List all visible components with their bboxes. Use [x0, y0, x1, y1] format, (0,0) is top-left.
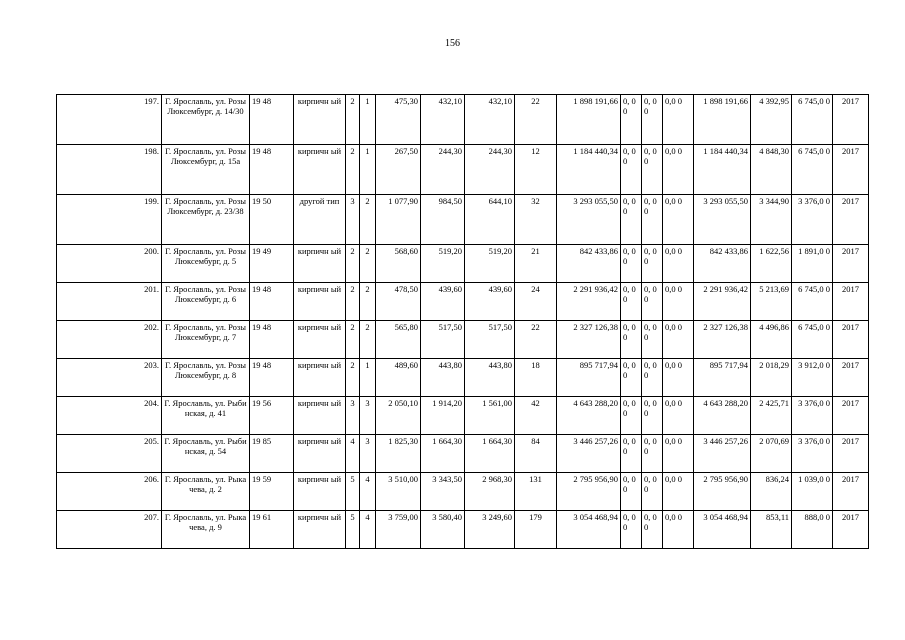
unit-cost-cell: 5 213,69 [751, 283, 792, 321]
address-cell: Г. Ярославль, ул. Розы Люксембург, д. 15а [162, 145, 250, 195]
residential-area-cell: 432,10 [465, 95, 515, 145]
funding-cell-2: 0, 0 0 [642, 511, 663, 549]
funding-cell-2: 0, 0 0 [642, 95, 663, 145]
max-unit-cost-cell: 3 376,0 0 [792, 195, 833, 245]
unit-cost-cell: 836,24 [751, 473, 792, 511]
funding-cell-3: 0,0 0 [663, 283, 694, 321]
wall-material-cell: кирпичн ый [294, 283, 346, 321]
max-unit-cost-cell: 3 912,0 0 [792, 359, 833, 397]
funding-cell-1: 0, 0 0 [621, 245, 642, 283]
address-cell: Г. Ярославль, ул. Розы Люксембург, д. 5 [162, 245, 250, 283]
plan-year-cell: 2017 [833, 359, 869, 397]
residents-cell: 84 [515, 435, 557, 473]
max-unit-cost-cell: 6 745,0 0 [792, 283, 833, 321]
funding-cell-2: 0, 0 0 [642, 195, 663, 245]
premises-area-cell: 1 664,30 [421, 435, 465, 473]
built-year-cell: 19 59 [250, 473, 294, 511]
wall-material-cell: кирпичн ый [294, 435, 346, 473]
funding-cell-1: 0, 0 0 [621, 283, 642, 321]
unit-cost-cell: 2 425,71 [751, 397, 792, 435]
repair-cost-cell: 842 433,86 [557, 245, 621, 283]
table-row [57, 473, 869, 511]
plan-year-cell: 2017 [833, 397, 869, 435]
residential-area-cell: 644,10 [465, 195, 515, 245]
residents-cell: 42 [515, 397, 557, 435]
repair-cost-cell: 3 054 468,94 [557, 511, 621, 549]
table-row [57, 511, 869, 549]
funding-cell-1: 0, 0 0 [621, 95, 642, 145]
unit-cost-cell: 4 496,86 [751, 321, 792, 359]
funding-cell-2: 0, 0 0 [642, 435, 663, 473]
row-number: 205. [57, 435, 162, 473]
unit-cost-cell: 3 344,90 [751, 195, 792, 245]
entrances-cell: 2 [360, 245, 376, 283]
premises-area-cell: 439,60 [421, 283, 465, 321]
premises-area-cell: 3 343,50 [421, 473, 465, 511]
max-unit-cost-cell: 1 039,0 0 [792, 473, 833, 511]
repair-cost-cell: 3 446 257,26 [557, 435, 621, 473]
residents-cell: 131 [515, 473, 557, 511]
plan-year-cell: 2017 [833, 195, 869, 245]
entrances-cell: 1 [360, 145, 376, 195]
entrances-cell: 3 [360, 435, 376, 473]
table-row [57, 245, 869, 283]
row-number: 202. [57, 321, 162, 359]
max-unit-cost-cell: 6 745,0 0 [792, 95, 833, 145]
funding-cell-3: 0,0 0 [663, 95, 694, 145]
funding-cell-2: 0, 0 0 [642, 145, 663, 195]
entrances-cell: 2 [360, 283, 376, 321]
total-area-cell: 475,30 [376, 95, 421, 145]
owners-funds-cell: 2 327 126,38 [694, 321, 751, 359]
address-cell: Г. Ярославль, ул. Розы Люксембург, д. 8 [162, 359, 250, 397]
total-area-cell: 489,60 [376, 359, 421, 397]
floors-cell: 5 [346, 511, 360, 549]
funding-cell-1: 0, 0 0 [621, 511, 642, 549]
unit-cost-cell: 853,11 [751, 511, 792, 549]
unit-cost-cell: 2 070,69 [751, 435, 792, 473]
total-area-cell: 1 077,90 [376, 195, 421, 245]
wall-material-cell: кирпичн ый [294, 321, 346, 359]
funding-cell-3: 0,0 0 [663, 397, 694, 435]
row-number: 206. [57, 473, 162, 511]
row-number: 203. [57, 359, 162, 397]
plan-year-cell: 2017 [833, 511, 869, 549]
funding-cell-2: 0, 0 0 [642, 359, 663, 397]
wall-material-cell: кирпичн ый [294, 95, 346, 145]
funding-cell-3: 0,0 0 [663, 473, 694, 511]
total-area-cell: 3 759,00 [376, 511, 421, 549]
entrances-cell: 3 [360, 397, 376, 435]
funding-cell-2: 0, 0 0 [642, 321, 663, 359]
row-number: 198. [57, 145, 162, 195]
floors-cell: 2 [346, 321, 360, 359]
unit-cost-cell: 4 848,30 [751, 145, 792, 195]
repair-cost-cell: 2 795 956,90 [557, 473, 621, 511]
table-row [57, 321, 869, 359]
entrances-cell: 4 [360, 473, 376, 511]
residents-cell: 22 [515, 321, 557, 359]
built-year-cell: 19 48 [250, 145, 294, 195]
address-cell: Г. Ярославль, ул. Рыкачева, д. 9 [162, 511, 250, 549]
entrances-cell: 1 [360, 359, 376, 397]
plan-year-cell: 2017 [833, 95, 869, 145]
plan-year-cell: 2017 [833, 473, 869, 511]
owners-funds-cell: 895 717,94 [694, 359, 751, 397]
built-year-cell: 19 48 [250, 321, 294, 359]
built-year-cell: 19 48 [250, 359, 294, 397]
max-unit-cost-cell: 6 745,0 0 [792, 321, 833, 359]
residents-cell: 179 [515, 511, 557, 549]
plan-year-cell: 2017 [833, 435, 869, 473]
max-unit-cost-cell: 3 376,0 0 [792, 397, 833, 435]
wall-material-cell: кирпичн ый [294, 473, 346, 511]
residents-cell: 24 [515, 283, 557, 321]
residents-cell: 12 [515, 145, 557, 195]
owners-funds-cell: 3 446 257,26 [694, 435, 751, 473]
owners-funds-cell: 2 795 956,90 [694, 473, 751, 511]
floors-cell: 2 [346, 145, 360, 195]
table-row [57, 145, 869, 195]
floors-cell: 4 [346, 435, 360, 473]
repair-cost-cell: 2 327 126,38 [557, 321, 621, 359]
premises-area-cell: 1 914,20 [421, 397, 465, 435]
funding-cell-1: 0, 0 0 [621, 145, 642, 195]
premises-area-cell: 244,30 [421, 145, 465, 195]
premises-area-cell: 432,10 [421, 95, 465, 145]
residential-area-cell: 519,20 [465, 245, 515, 283]
address-cell: Г. Ярославль, ул. Розы Люксембург, д. 14/30 [162, 95, 250, 145]
total-area-cell: 2 050,10 [376, 397, 421, 435]
address-cell: Г. Ярославль, ул. Рыбинская, д. 54 [162, 435, 250, 473]
residential-area-cell: 2 968,30 [465, 473, 515, 511]
owners-funds-cell: 842 433,86 [694, 245, 751, 283]
row-number: 207. [57, 511, 162, 549]
floors-cell: 3 [346, 397, 360, 435]
total-area-cell: 3 510,00 [376, 473, 421, 511]
residential-area-cell: 439,60 [465, 283, 515, 321]
unit-cost-cell: 4 392,95 [751, 95, 792, 145]
plan-year-cell: 2017 [833, 283, 869, 321]
repair-cost-cell: 4 643 288,20 [557, 397, 621, 435]
plan-year-cell: 2017 [833, 321, 869, 359]
built-year-cell: 19 50 [250, 195, 294, 245]
floors-cell: 5 [346, 473, 360, 511]
funding-cell-2: 0, 0 0 [642, 397, 663, 435]
funding-cell-3: 0,0 0 [663, 145, 694, 195]
repair-cost-cell: 3 293 055,50 [557, 195, 621, 245]
owners-funds-cell: 1 184 440,34 [694, 145, 751, 195]
wall-material-cell: кирпичн ый [294, 245, 346, 283]
premises-area-cell: 984,50 [421, 195, 465, 245]
funding-cell-3: 0,0 0 [663, 511, 694, 549]
funding-cell-1: 0, 0 0 [621, 359, 642, 397]
built-year-cell: 19 48 [250, 283, 294, 321]
address-cell: Г. Ярославль, ул. Рыкачева, д. 2 [162, 473, 250, 511]
residential-area-cell: 1 561,00 [465, 397, 515, 435]
table-row [57, 195, 869, 245]
floors-cell: 2 [346, 359, 360, 397]
built-year-cell: 19 61 [250, 511, 294, 549]
premises-area-cell: 519,20 [421, 245, 465, 283]
row-number: 204. [57, 397, 162, 435]
total-area-cell: 478,50 [376, 283, 421, 321]
page-number: 156 [445, 38, 460, 49]
repair-cost-cell: 1 184 440,34 [557, 145, 621, 195]
entrances-cell: 4 [360, 511, 376, 549]
funding-cell-2: 0, 0 0 [642, 245, 663, 283]
funding-cell-1: 0, 0 0 [621, 321, 642, 359]
funding-cell-2: 0, 0 0 [642, 283, 663, 321]
table-row [57, 397, 869, 435]
premises-area-cell: 3 580,40 [421, 511, 465, 549]
wall-material-cell: кирпичн ый [294, 359, 346, 397]
funding-cell-3: 0,0 0 [663, 435, 694, 473]
address-cell: Г. Ярославль, ул. Розы Люксембург, д. 7 [162, 321, 250, 359]
owners-funds-cell: 4 643 288,20 [694, 397, 751, 435]
total-area-cell: 1 825,30 [376, 435, 421, 473]
floors-cell: 2 [346, 95, 360, 145]
residents-cell: 18 [515, 359, 557, 397]
wall-material-cell: другой тип [294, 195, 346, 245]
table-row [57, 95, 869, 145]
funding-cell-1: 0, 0 0 [621, 435, 642, 473]
residential-area-cell: 244,30 [465, 145, 515, 195]
table-row [57, 359, 869, 397]
plan-year-cell: 2017 [833, 145, 869, 195]
funding-cell-1: 0, 0 0 [621, 195, 642, 245]
max-unit-cost-cell: 3 376,0 0 [792, 435, 833, 473]
owners-funds-cell: 1 898 191,66 [694, 95, 751, 145]
owners-funds-cell: 2 291 936,42 [694, 283, 751, 321]
premises-area-cell: 443,80 [421, 359, 465, 397]
repair-cost-cell: 2 291 936,42 [557, 283, 621, 321]
entrances-cell: 1 [360, 95, 376, 145]
total-area-cell: 568,60 [376, 245, 421, 283]
residents-cell: 21 [515, 245, 557, 283]
funding-cell-3: 0,0 0 [663, 245, 694, 283]
built-year-cell: 19 48 [250, 95, 294, 145]
wall-material-cell: кирпичн ый [294, 397, 346, 435]
total-area-cell: 565,80 [376, 321, 421, 359]
repair-cost-cell: 895 717,94 [557, 359, 621, 397]
premises-area-cell: 517,50 [421, 321, 465, 359]
built-year-cell: 19 85 [250, 435, 294, 473]
repair-cost-cell: 1 898 191,66 [557, 95, 621, 145]
row-number: 200. [57, 245, 162, 283]
funding-cell-3: 0,0 0 [663, 195, 694, 245]
residential-area-cell: 3 249,60 [465, 511, 515, 549]
built-year-cell: 19 56 [250, 397, 294, 435]
unit-cost-cell: 2 018,29 [751, 359, 792, 397]
address-cell: Г. Ярославль, ул. Розы Люксембург, д. 6 [162, 283, 250, 321]
wall-material-cell: кирпичн ый [294, 145, 346, 195]
funding-cell-1: 0, 0 0 [621, 473, 642, 511]
unit-cost-cell: 1 622,56 [751, 245, 792, 283]
table-row [57, 283, 869, 321]
total-area-cell: 267,50 [376, 145, 421, 195]
row-number: 199. [57, 195, 162, 245]
housing-registry-table [56, 94, 869, 549]
max-unit-cost-cell: 1 891,0 0 [792, 245, 833, 283]
residents-cell: 32 [515, 195, 557, 245]
owners-funds-cell: 3 054 468,94 [694, 511, 751, 549]
floors-cell: 2 [346, 245, 360, 283]
plan-year-cell: 2017 [833, 245, 869, 283]
residential-area-cell: 517,50 [465, 321, 515, 359]
table-row [57, 435, 869, 473]
wall-material-cell: кирпичн ый [294, 511, 346, 549]
residential-area-cell: 443,80 [465, 359, 515, 397]
built-year-cell: 19 49 [250, 245, 294, 283]
row-number: 201. [57, 283, 162, 321]
address-cell: Г. Ярославль, ул. Рыбинская, д. 41 [162, 397, 250, 435]
funding-cell-1: 0, 0 0 [621, 397, 642, 435]
owners-funds-cell: 3 293 055,50 [694, 195, 751, 245]
address-cell: Г. Ярославль, ул. Розы Люксембург, д. 23/38 [162, 195, 250, 245]
entrances-cell: 2 [360, 321, 376, 359]
max-unit-cost-cell: 888,0 0 [792, 511, 833, 549]
funding-cell-3: 0,0 0 [663, 321, 694, 359]
entrances-cell: 2 [360, 195, 376, 245]
residential-area-cell: 1 664,30 [465, 435, 515, 473]
row-number: 197. [57, 95, 162, 145]
funding-cell-3: 0,0 0 [663, 359, 694, 397]
max-unit-cost-cell: 6 745,0 0 [792, 145, 833, 195]
floors-cell: 3 [346, 195, 360, 245]
funding-cell-2: 0, 0 0 [642, 473, 663, 511]
residents-cell: 22 [515, 95, 557, 145]
floors-cell: 2 [346, 283, 360, 321]
